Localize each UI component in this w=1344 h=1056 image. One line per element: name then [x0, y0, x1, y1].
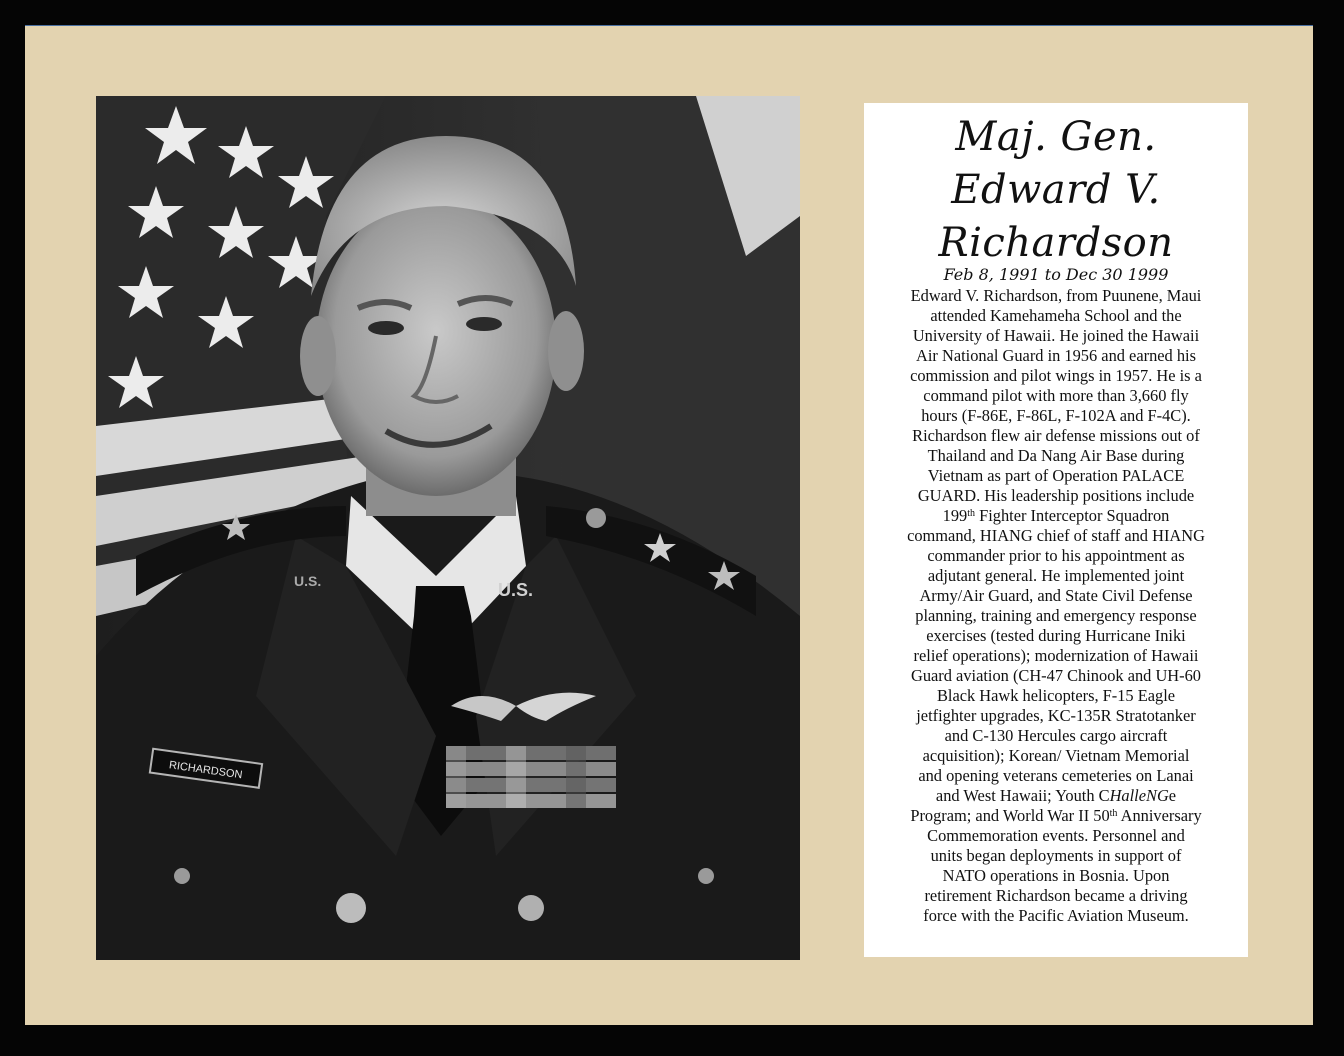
collar-insignia-left: U.S. — [294, 573, 322, 589]
title-line-3: Richardson — [938, 220, 1174, 266]
bio-line: commission and pilot wings in 1957. He is a — [910, 366, 1202, 385]
bio-line: Edward V. Richardson, from Puunene, Maui — [910, 286, 1202, 305]
bio-line: planning, training and emergency response — [915, 606, 1197, 625]
bio-fragment-italic: NG — [1146, 786, 1169, 805]
bio-line: jetfighter upgrades, KC-135R Stratotanker — [916, 706, 1196, 725]
page-title — [864, 111, 1248, 270]
bio-fragment: e — [1168, 786, 1177, 805]
bio-superscript: th — [967, 508, 975, 519]
bio-line: Army/Air Guard, and State Civil Defense — [919, 586, 1193, 605]
bio-line: GUARD. His leadership positions include — [917, 486, 1195, 505]
bio-line: Commemoration events. Personnel and — [927, 826, 1185, 845]
bio-line: Vietnam as part of Operation PALACE — [927, 466, 1185, 485]
bio-line: units began deployments in support of — [930, 846, 1182, 865]
bio-line: Thailand and Da Nang Air Base during — [927, 446, 1185, 465]
bio-fragment: Program; and World War II 50 — [910, 806, 1110, 825]
tenure-dates: Feb 8, 1991 to Dec 30 1999 — [943, 265, 1169, 284]
bio-fragment: and West Hawaii; Youth C — [935, 786, 1110, 805]
bio-line: Guard aviation (CH-47 Chinook and UH-60 — [911, 666, 1201, 685]
bio-fragment: Fighter Interceptor Squadron — [975, 506, 1170, 525]
bio-fragment: 199 — [942, 506, 968, 525]
bio-superscript: th — [1109, 808, 1118, 819]
bio-line: and C-130 Hercules cargo aircraft — [944, 726, 1168, 745]
bio-line: acquisition); Korean/ Vietnam Memorial — [922, 746, 1190, 765]
bio-line — [870, 806, 1242, 826]
biography-text — [870, 286, 1242, 926]
bio-line: retirement Richardson became a driving — [924, 886, 1188, 905]
bio-line: command, HIANG chief of staff and HIANG — [907, 526, 1205, 545]
bio-line: University of Hawaii. He joined the Hawaii — [912, 326, 1200, 345]
bio-line: exercises (tested during Hurricane Iniki — [926, 626, 1186, 645]
bio-line: relief operations); modernization of Hawaii — [913, 646, 1199, 665]
collar-insignia: U.S. — [498, 580, 534, 600]
bio-line: command pilot with more than 3,660 fly — [923, 386, 1189, 405]
bio-line — [870, 506, 1242, 526]
bio-line: and opening veterans cemeteries on Lanai — [918, 766, 1194, 785]
name-tag-text: RICHARDSON — [168, 759, 244, 782]
bio-fragment-italic: Halle — [1109, 786, 1147, 805]
bio-line: Black Hawk helicopters, F-15 Eagle — [936, 686, 1176, 705]
bio-line: commander prior to his appointment as — [927, 546, 1185, 565]
bio-line: hours (F-86E, F-86L, F-102A and F-4C). — [921, 406, 1191, 425]
title-line-1: Maj. Gen. — [955, 114, 1157, 160]
bio-line: attended Kamehameha School and the — [930, 306, 1182, 325]
portrait-illustration — [96, 96, 800, 960]
bio-line: adjutant general. He implemented joint — [927, 566, 1185, 585]
bio-line: force with the Pacific Aviation Museum. — [923, 906, 1189, 925]
title-line-2: Edward V. — [951, 167, 1161, 213]
bio-fragment: Anniversary — [1117, 806, 1202, 825]
portrait-photo — [96, 96, 800, 960]
bio-line: NATO operations in Bosnia. Upon — [942, 866, 1170, 885]
biography-panel — [864, 103, 1248, 957]
bio-line — [870, 786, 1242, 806]
bio-line: Air National Guard in 1956 and earned his — [916, 346, 1196, 365]
bio-line: Richardson flew air defense missions out of — [912, 426, 1200, 445]
